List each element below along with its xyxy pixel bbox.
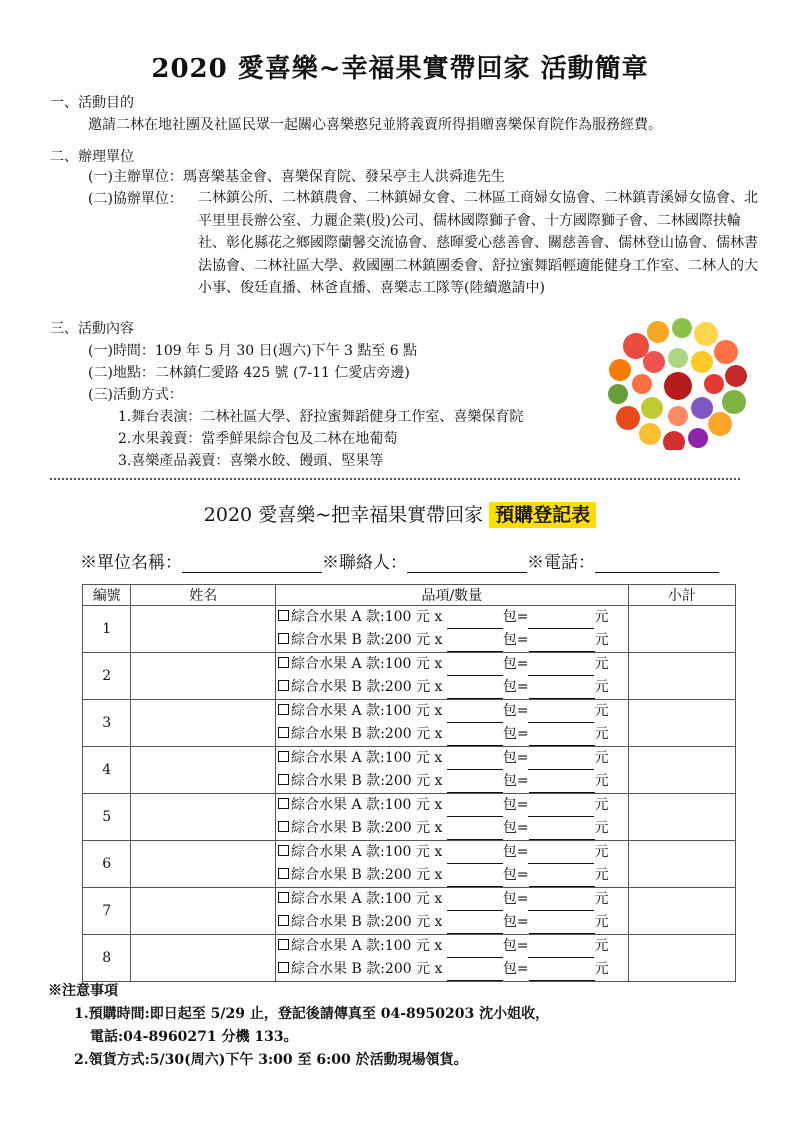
checkbox[interactable]	[278, 798, 289, 809]
qty-field[interactable]	[447, 708, 503, 723]
host-text: 瑪喜樂基金會、喜樂保育院、發呆亭主人洪舜進先生	[182, 169, 505, 185]
pack-label: 包=	[502, 773, 529, 789]
items-cell	[276, 935, 629, 982]
pack-label: 包=	[502, 891, 529, 907]
form-fields	[80, 548, 719, 573]
items-cell	[276, 794, 629, 841]
checkbox[interactable]	[278, 868, 289, 879]
pack-label: 包=	[502, 867, 529, 883]
checkbox[interactable]	[278, 704, 289, 715]
item-line-a	[276, 747, 628, 770]
fruit-circle-illustration	[606, 318, 748, 450]
pack-label: 包=	[502, 938, 529, 954]
amount-field[interactable]	[529, 731, 595, 746]
items-cell	[276, 653, 629, 700]
amount-field[interactable]	[529, 684, 595, 699]
table-row	[83, 935, 736, 982]
table-row	[83, 700, 736, 747]
row-number: 7	[83, 888, 131, 935]
row-number: 4	[83, 747, 131, 794]
item-name: 綜合水果 A 款:100 元 x	[291, 891, 443, 907]
co-organizers-text: 二林鎮公所、二林鎮農會、二林鎮婦女會、二林區工商婦女協會、二林鎮青溪婦女協會、北平里里長辦公室、力麗企業(股)公司、儒林國際獅子會、十方國際獅子會、二林國際扶輪社、彰化縣花之鄉國際蘭馨交流協會、慈暉愛心慈善會、關慈善會、儒林登山協會、儒林書法協會、二林社區大學、救國團二林鎮團委會、舒拉蜜舞蹈輕適能健身工作室、二林人的大小事、俊廷直播、林爸直播、喜樂志工隊等(陸續邀請中)	[198, 190, 758, 296]
row-number: 8	[83, 935, 131, 982]
header-name: 姓名	[131, 585, 276, 606]
amount-field[interactable]	[529, 919, 595, 934]
item-name: 綜合水果 B 款:200 元 x	[291, 773, 443, 789]
qty-field[interactable]	[447, 825, 503, 840]
row-number: 5	[83, 794, 131, 841]
items-cell	[276, 747, 629, 794]
pack-label: 包=	[502, 656, 529, 672]
qty-field[interactable]	[447, 684, 503, 699]
row-number: 1	[83, 606, 131, 653]
header-items: 品項/數量	[276, 585, 629, 606]
table-row	[83, 747, 736, 794]
note-line-1b: 電話:04-8960271 分機 133。	[90, 1029, 298, 1045]
unit-label: ※單位名稱：	[80, 553, 182, 573]
item-name: 綜合水果 B 款:200 元 x	[291, 632, 443, 648]
items-cell	[276, 841, 629, 888]
pack-label: 包=	[502, 797, 529, 813]
table-row	[83, 841, 736, 888]
item-line-b	[276, 723, 628, 746]
pack-label: 包=	[502, 961, 529, 977]
section-organizer-heading: 二、辦理單位	[50, 149, 134, 165]
table-row	[83, 794, 736, 841]
amount-field[interactable]	[528, 755, 594, 770]
subtotal-cell[interactable]	[628, 888, 735, 935]
qty-field[interactable]	[447, 966, 503, 981]
checkbox[interactable]	[278, 727, 289, 738]
subtotal-cell[interactable]	[628, 700, 735, 747]
item-name: 綜合水果 B 款:200 元 x	[291, 820, 443, 836]
subtotal-cell[interactable]	[628, 794, 735, 841]
name-cell[interactable]	[131, 700, 276, 747]
checkbox[interactable]	[278, 680, 289, 691]
pack-label: 包=	[502, 679, 529, 695]
name-cell[interactable]	[131, 935, 276, 982]
amount-field[interactable]	[528, 943, 594, 958]
unit-label: 元	[594, 656, 609, 672]
item-line-a	[276, 606, 628, 629]
item-line-b	[276, 958, 628, 981]
page-title: 2020 愛喜樂~幸福果實帶回家 活動簡章	[151, 54, 649, 84]
section-divider	[50, 478, 740, 480]
co-label: (二)協辦單位：	[88, 191, 183, 207]
pack-label: 包=	[502, 726, 529, 742]
checkbox[interactable]	[278, 821, 289, 832]
unit-label: 元	[594, 961, 609, 977]
item-name: 綜合水果 A 款:100 元 x	[291, 797, 443, 813]
checkbox[interactable]	[278, 845, 289, 856]
qty-field[interactable]	[447, 755, 503, 770]
row-number: 6	[83, 841, 131, 888]
item-line-b	[276, 864, 628, 887]
qty-field[interactable]	[447, 637, 503, 652]
table-row	[83, 888, 736, 935]
item-line-a	[276, 888, 628, 911]
item-line-a	[276, 794, 628, 817]
unit-field[interactable]	[182, 554, 322, 573]
table-row	[83, 606, 736, 653]
table-row	[83, 653, 736, 700]
qty-field[interactable]	[447, 872, 503, 887]
header-number: 編號	[83, 585, 131, 606]
name-cell[interactable]	[131, 747, 276, 794]
item-line-a	[276, 841, 628, 864]
item-line-a	[276, 700, 628, 723]
checkbox[interactable]	[278, 939, 289, 950]
section-purpose-heading: 一、活動目的	[50, 95, 134, 111]
amount-field[interactable]	[528, 849, 594, 864]
pack-label: 包=	[502, 820, 529, 836]
notes	[48, 980, 549, 1072]
item-name: 綜合水果 A 款:100 元 x	[291, 750, 443, 766]
item-name: 綜合水果 A 款:100 元 x	[291, 844, 443, 860]
amount-field[interactable]	[529, 825, 595, 840]
event-method: (三)活動方式：	[88, 387, 183, 403]
name-cell[interactable]	[131, 888, 276, 935]
unit-label: 元	[594, 844, 609, 860]
amount-field[interactable]	[528, 614, 594, 629]
item-name: 綜合水果 A 款:100 元 x	[291, 938, 443, 954]
amount-field[interactable]	[528, 896, 594, 911]
unit-label: 元	[594, 797, 609, 813]
row-number: 2	[83, 653, 131, 700]
unit-label: 元	[594, 938, 609, 954]
item-name: 綜合水果 A 款:100 元 x	[291, 609, 443, 625]
table-header-row	[83, 585, 736, 606]
note-line-1: 1.預購時間:即日起至 5/29 止，登記後請傳真至 04-8950203 沈小姐收，	[74, 1006, 550, 1022]
section-purpose-text: 邀請二林在地社團及社區民眾一起關心喜樂憨兒並將義賣所得捐贈喜樂保育院作為服務經費。	[88, 117, 662, 133]
checkbox[interactable]	[278, 892, 289, 903]
unit-label: 元	[594, 867, 609, 883]
form-title-main: 2020 愛喜樂~把幸福果實帶回家	[203, 504, 484, 526]
checkbox[interactable]	[278, 633, 289, 644]
checkbox[interactable]	[278, 657, 289, 668]
name-cell[interactable]	[131, 841, 276, 888]
qty-field[interactable]	[447, 661, 503, 676]
unit-label: 元	[594, 726, 609, 742]
subtotal-cell[interactable]	[628, 653, 735, 700]
item-name: 綜合水果 A 款:100 元 x	[291, 656, 443, 672]
item-line-b	[276, 817, 628, 840]
form-title	[0, 500, 800, 527]
checkbox[interactable]	[278, 774, 289, 785]
subtotal-cell[interactable]	[628, 935, 735, 982]
method-item-3: 3.喜樂產品義賣：喜樂水餃、饅頭、堅果等	[118, 453, 384, 469]
pack-label: 包=	[502, 609, 529, 625]
qty-field[interactable]	[447, 802, 503, 817]
pack-label: 包=	[502, 703, 529, 719]
section-content-heading: 三、活動內容	[50, 321, 134, 337]
subtotal-cell[interactable]	[628, 606, 735, 653]
amount-field[interactable]	[528, 708, 594, 723]
checkbox[interactable]	[278, 915, 289, 926]
contact-field[interactable]	[407, 554, 527, 573]
qty-field[interactable]	[447, 919, 503, 934]
item-line-b	[276, 911, 628, 934]
item-name: 綜合水果 B 款:200 元 x	[291, 914, 443, 930]
item-line-a	[276, 653, 628, 676]
amount-field[interactable]	[528, 802, 594, 817]
subtotal-cell[interactable]	[628, 747, 735, 794]
method-item-2: 2.水果義賣：當季鮮果綜合包及二林在地葡萄	[118, 431, 398, 447]
host-line	[88, 166, 505, 188]
unit-label: 元	[594, 632, 609, 648]
qty-field[interactable]	[447, 731, 503, 746]
note-line-2: 2.領貨方式:5/30(周六)下午 3:00 至 6:00 於活動現場領貨。	[74, 1052, 468, 1068]
amount-field[interactable]	[529, 778, 595, 793]
order-table	[82, 584, 736, 982]
items-cell	[276, 700, 629, 747]
notes-heading: ※注意事項	[48, 983, 118, 999]
item-name: 綜合水果 A 款:100 元 x	[291, 703, 443, 719]
name-cell[interactable]	[131, 606, 276, 653]
unit-label: 元	[594, 679, 609, 695]
qty-field[interactable]	[447, 778, 503, 793]
unit-label: 元	[594, 750, 609, 766]
name-cell[interactable]	[131, 794, 276, 841]
item-line-b	[276, 676, 628, 699]
method-item-1: 1.舞台表演：二林社區大學、舒拉蜜舞蹈健身工作室、喜樂保育院	[118, 409, 524, 425]
pack-label: 包=	[502, 844, 529, 860]
item-name: 綜合水果 B 款:200 元 x	[291, 726, 443, 742]
qty-field[interactable]	[447, 614, 503, 629]
item-line-a	[276, 935, 628, 958]
row-number: 3	[83, 700, 131, 747]
unit-label: 元	[594, 820, 609, 836]
unit-label: 元	[594, 914, 609, 930]
host-label: (一)主辦單位：	[88, 169, 183, 185]
checkbox[interactable]	[278, 610, 289, 621]
phone-field[interactable]	[595, 554, 719, 573]
phone-label: ※電話：	[527, 553, 595, 573]
pack-label: 包=	[502, 750, 529, 766]
unit-label: 元	[594, 703, 609, 719]
event-time: (一)時間：109 年 5 月 30 日(週六)下午 3 點至 6 點	[88, 343, 418, 359]
header-subtotal: 小計	[628, 585, 735, 606]
qty-field[interactable]	[447, 849, 503, 864]
item-line-b	[276, 629, 628, 652]
item-name: 綜合水果 B 款:200 元 x	[291, 867, 443, 883]
pack-label: 包=	[502, 914, 529, 930]
name-cell[interactable]	[131, 653, 276, 700]
unit-label: 元	[594, 609, 609, 625]
qty-field[interactable]	[447, 896, 503, 911]
pack-label: 包=	[502, 632, 529, 648]
form-title-highlight: 預購登記表	[489, 502, 596, 528]
contact-label: ※聯絡人：	[322, 553, 407, 573]
items-cell	[276, 606, 629, 653]
amount-field[interactable]	[529, 966, 595, 981]
qty-field[interactable]	[447, 943, 503, 958]
subtotal-cell[interactable]	[628, 841, 735, 888]
checkbox[interactable]	[278, 962, 289, 973]
checkbox[interactable]	[278, 751, 289, 762]
item-line-b	[276, 770, 628, 793]
amount-field[interactable]	[529, 637, 595, 652]
amount-field[interactable]	[528, 661, 594, 676]
item-name: 綜合水果 B 款:200 元 x	[291, 679, 443, 695]
event-place: (二)地點：二林鎮仁愛路 425 號 (7-11 仁愛店旁邊)	[88, 365, 410, 381]
unit-label: 元	[594, 891, 609, 907]
unit-label: 元	[594, 773, 609, 789]
item-name: 綜合水果 B 款:200 元 x	[291, 961, 443, 977]
amount-field[interactable]	[529, 872, 595, 887]
items-cell	[276, 888, 629, 935]
